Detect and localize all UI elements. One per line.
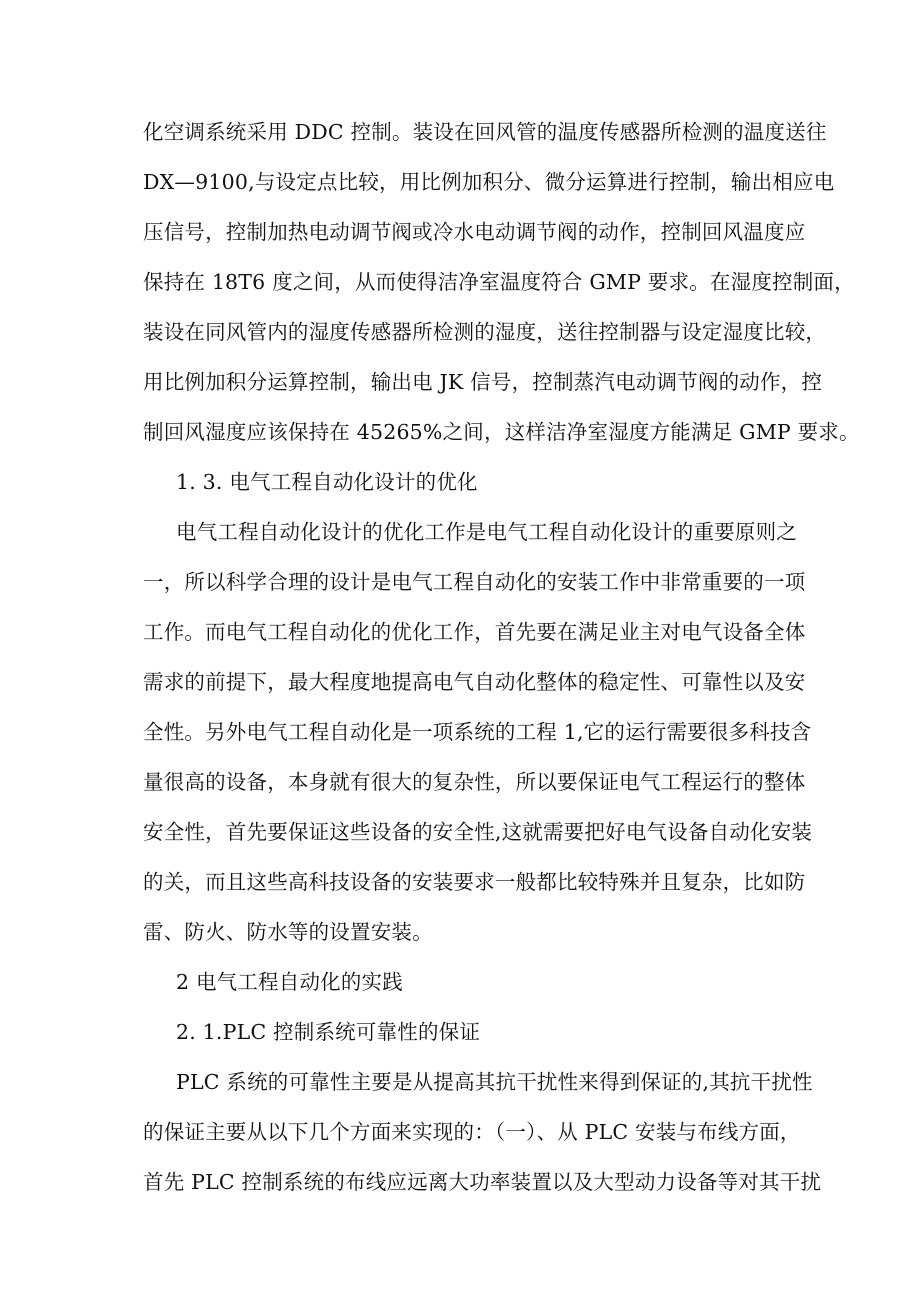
section-heading: 1. 3. 电气工程自动化设计的优化 xyxy=(176,470,478,494)
paragraph-line: 保持在 18T6 度之间，从而使得洁净室温度符合 GMP 要求。在湿度控制面， xyxy=(143,270,855,294)
paragraph-line: 安全性，首先要保证这些设备的安全性,这就需要把好电气设备自动化安装 xyxy=(143,820,813,844)
paragraph-line: 工作。而电气工程自动化的优化工作，首先要在满足业主对电气设备全体 xyxy=(143,620,806,644)
paragraph-line: 雷、防火、防水等的设置安装。 xyxy=(143,920,433,944)
paragraph-line: 首先 PLC 控制系统的布线应远离大功率装置以及大型动力设备等对其干扰 xyxy=(143,1170,822,1194)
paragraph-line: PLC 系统的可靠性主要是从提高其抗干扰性来得到保证的,其抗干扰性 xyxy=(176,1070,813,1094)
paragraph-line: 电气工程自动化设计的优化工作是电气工程自动化设计的重要原则之 xyxy=(176,520,797,544)
paragraph-line: 化空调系统采用 DDC 控制。装设在回风管的温度传感器所检测的温度送往 xyxy=(143,120,827,144)
section-heading: 2. 1.PLC 控制系统可靠性的保证 xyxy=(176,1020,481,1044)
paragraph-line: 全性。另外电气工程自动化是一项系统的工程 1,它的运行需要很多科技含 xyxy=(143,720,812,744)
paragraph-line: DX—9100,与设定点比较，用比例加积分、微分运算进行控制，输出相应电 xyxy=(143,170,835,194)
paragraph-line: 制回风湿度应该保持在 45265%之间，这样洁净室湿度方能满足 GMP 要求。 xyxy=(143,420,860,444)
paragraph-line: 一，所以科学合理的设计是电气工程自动化的安装工作中非常重要的一项 xyxy=(143,570,806,594)
paragraph-line: 的保证主要从以下几个方面来实现的：（一）、从 PLC 安装与布线方面， xyxy=(143,1120,801,1144)
section-heading: 2 电气工程自动化的实践 xyxy=(176,970,403,994)
paragraph-line: 用比例加积分运算控制，输出电 JK 信号，控制蒸汽电动调节阀的动作，控 xyxy=(143,370,823,394)
paragraph-line: 量很高的设备，本身就有很大的复杂性，所以要保证电气工程运行的整体 xyxy=(143,770,806,794)
paragraph-line: 需求的前提下，最大程度地提高电气自动化整体的稳定性、可靠性以及安 xyxy=(143,670,806,694)
paragraph-line: 的关，而且这些高科技设备的安装要求一般都比较特殊并且复杂，比如防 xyxy=(143,870,806,894)
paragraph-line: 压信号，控制加热电动调节阀或冷水电动调节阀的动作，控制回风温度应 xyxy=(143,220,806,244)
paragraph-line: 装设在同风管内的湿度传感器所检测的湿度，送往控制器与设定湿度比较， xyxy=(143,320,827,344)
